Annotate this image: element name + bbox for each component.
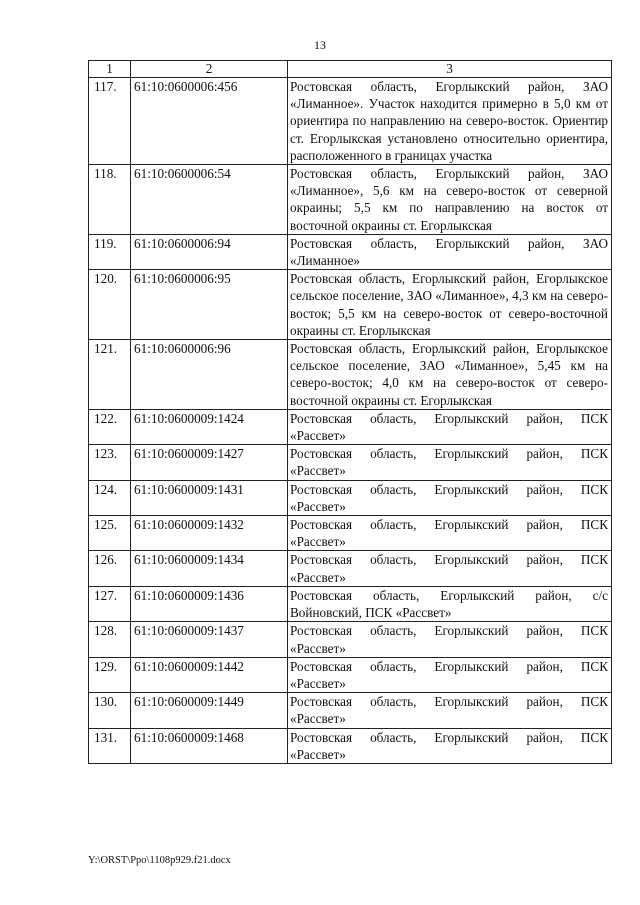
- row-number: 127.: [89, 586, 131, 621]
- table-header-row: [89, 61, 612, 78]
- row-number: 120.: [89, 270, 131, 340]
- file-path-footer: Y:\ORST\Ppo\1108p929.f21.docx: [88, 855, 231, 866]
- row-number: 118.: [89, 165, 131, 235]
- row-number: 117.: [89, 78, 131, 165]
- cadastral-number: 61:10:0600009:1437: [131, 622, 288, 657]
- cadastral-number: 61:10:0600009:1432: [131, 516, 288, 551]
- cadastral-number: 61:10:0600009:1424: [131, 409, 288, 444]
- location-description: Ростовская область, Егорлыкский район, ЗАО «Лиманное», 5,6 км на северо-восток от северной окраины; 5,5 км по направлению на восток от восточной окраины ст. Егорлыкская: [288, 165, 612, 235]
- cadastral-number: 61:10:0600009:1449: [131, 693, 288, 728]
- cadastral-number: 61:10:0600009:1442: [131, 657, 288, 692]
- cadastral-number: 61:10:0600009:1434: [131, 551, 288, 586]
- location-description: Ростовская область, Егорлыкский район, ПСК «Рассвет»: [288, 516, 612, 551]
- table-row: [89, 586, 612, 621]
- row-number: 125.: [89, 516, 131, 551]
- row-number: 121.: [89, 340, 131, 410]
- row-number: 126.: [89, 551, 131, 586]
- table-row: [89, 516, 612, 551]
- parcel-table: [88, 60, 612, 764]
- header-col-1: 1: [89, 61, 131, 78]
- location-description: Ростовская область, Егорлыкский район, ЗАО «Лиманное»: [288, 234, 612, 269]
- location-description: Ростовская область, Егорлыкский район, ПСК «Рассвет»: [288, 657, 612, 692]
- location-description: Ростовская область, Егорлыкский район, ПСК «Рассвет»: [288, 693, 612, 728]
- location-description: Ростовская область, Егорлыкский район, ПСК «Рассвет»: [288, 480, 612, 515]
- table-row: [89, 445, 612, 480]
- table-row: [89, 340, 612, 410]
- cadastral-number: 61:10:0600006:456: [131, 78, 288, 165]
- cadastral-number: 61:10:0600009:1427: [131, 445, 288, 480]
- location-description: Ростовская область, Егорлыкский район, ПСК «Рассвет»: [288, 622, 612, 657]
- location-description: Ростовская область, Егорлыкский район, ПСК «Рассвет»: [288, 409, 612, 444]
- table-row: [89, 622, 612, 657]
- row-number: 122.: [89, 409, 131, 444]
- cadastral-number: 61:10:0600006:54: [131, 165, 288, 235]
- row-number: 129.: [89, 657, 131, 692]
- row-number: 123.: [89, 445, 131, 480]
- row-number: 128.: [89, 622, 131, 657]
- cadastral-number: 61:10:0600006:95: [131, 270, 288, 340]
- table-row: [89, 728, 612, 763]
- cadastral-number: 61:10:0600009:1436: [131, 586, 288, 621]
- row-number: 119.: [89, 234, 131, 269]
- location-description: Ростовская область, Егорлыкский район, ПСК «Рассвет»: [288, 445, 612, 480]
- cadastral-number: 61:10:0600006:94: [131, 234, 288, 269]
- table-row: [89, 409, 612, 444]
- location-description: Ростовская область, Егорлыкский район, Егорлыкское сельское поселение, ЗАО «Лиманное», 5,45 км на северо-восток; 4,0 км на северо-восток от северо-восточной окраины ст. Егорлыкская: [288, 340, 612, 410]
- header-col-2: 2: [131, 61, 288, 78]
- header-col-3: 3: [288, 61, 612, 78]
- location-description: Ростовская область, Егорлыкский район, ПСК «Рассвет»: [288, 551, 612, 586]
- cadastral-number: 61:10:0600009:1468: [131, 728, 288, 763]
- table-row: [89, 78, 612, 165]
- table-row: [89, 165, 612, 235]
- location-description: Ростовская область, Егорлыкский район, ПСК «Рассвет»: [288, 728, 612, 763]
- cadastral-number: 61:10:0600009:1431: [131, 480, 288, 515]
- table-row: [89, 480, 612, 515]
- table-row: [89, 693, 612, 728]
- table-row: [89, 270, 612, 340]
- page-number: 13: [314, 38, 326, 52]
- row-number: 130.: [89, 693, 131, 728]
- location-description: Ростовская область, Егорлыкский район, с/с Войновский, ПСК «Рассвет»: [288, 586, 612, 621]
- row-number: 124.: [89, 480, 131, 515]
- location-description: Ростовская область, Егорлыкский район, Егорлыкское сельское поселение, ЗАО «Лиманное», 4,3 км на северо-восток; 5,5 км на северо-восток от северо-восточной окраины ст. Егорлыкская: [288, 270, 612, 340]
- row-number: 131.: [89, 728, 131, 763]
- location-description: Ростовская область, Егорлыкский район, ЗАО «Лиманное». Участок находится примерно в 5,0 км от ориентира по направлению на северо-восток. Ориентир ст. Егорлыкская установлено относительно ориентира, расположенного в границах участка: [288, 78, 612, 165]
- table-row: [89, 234, 612, 269]
- table-row: [89, 657, 612, 692]
- table-row: [89, 551, 612, 586]
- cadastral-number: 61:10:0600006:96: [131, 340, 288, 410]
